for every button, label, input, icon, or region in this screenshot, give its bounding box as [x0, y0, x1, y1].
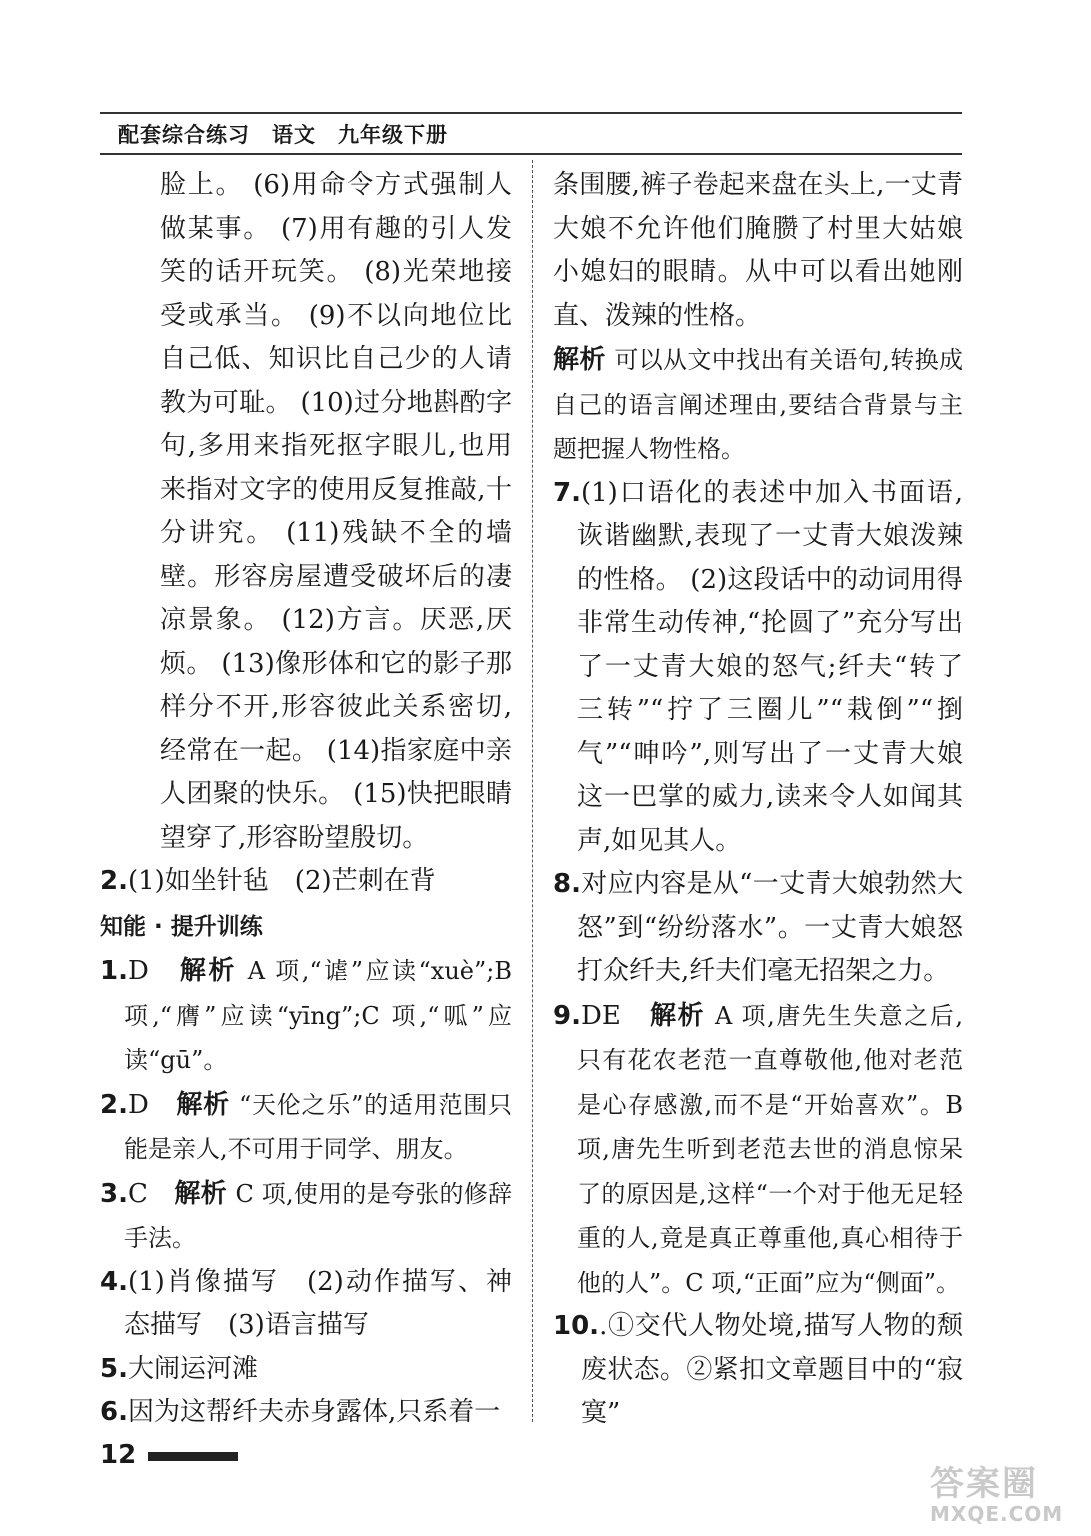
answer-letter: D — [127, 956, 149, 986]
vocab-item-2 — [100, 860, 512, 904]
left-column — [100, 164, 512, 1435]
item-number: 6. — [100, 1397, 128, 1427]
item-number: 4. — [100, 1266, 128, 1297]
answer-text: (1)口语化的表述中加入书面语,诙谐幽默,表现了一丈青大娘泼辣的性格。 (2)这段话中的动词用得非常生动传神,“抡圆了”充分写出了一丈青大娘的怒气;纤夫“转了三转”“拧了三圈儿”“栽倒”“捯气”“呻吟”,则写出了一丈青大娘这一巴掌的威力,读来令人如闻其声,如见其人。 — [577, 477, 963, 856]
item-number: 8. — [553, 869, 581, 899]
answer-letter: DE — [580, 1000, 621, 1031]
section-title: 知能 · 提升训练 — [100, 913, 263, 940]
page-header-title: 配套综合练习 语文 九年级下册 — [118, 123, 448, 147]
answer-text: 大闹运河滩 — [127, 1353, 258, 1384]
analysis-label: 解析 — [553, 345, 606, 375]
answer-item-3 — [100, 1172, 512, 1261]
watermark-line-1: 答案圈 — [930, 1464, 1038, 1504]
item-text: (1)如坐针毡 (2)芒刺在背 — [127, 866, 436, 896]
answer-item-4 — [100, 1261, 512, 1348]
page-number-bar — [148, 1452, 238, 1461]
answer-text: A 项,唐先生失意之后,只有花农老范一直尊敬他,他对老范是心存感激,而不是“开始喜欢”。B 项,唐先生听到老范去世的消息惊呆了的原因是,这样“一个对于他无足轻重的人,竟是真正尊重他,真心相待于他的人”。C 项,“正面”应为“侧面”。 — [577, 1001, 964, 1297]
page-number: 12 — [100, 1440, 137, 1470]
item-number: 1. — [100, 956, 128, 986]
answer-item-5 — [100, 1348, 512, 1392]
item-number: 2. — [100, 866, 128, 896]
answer-text: .①交代人物处境,描写人物的颓废状态。②紧扣文章题目中的“寂寞” — [581, 1311, 963, 1428]
item-number: 3. — [100, 1178, 128, 1209]
answer-text: C 项,使用的是夸张的修辞手法。 — [124, 1179, 512, 1252]
answer-text: (1)肖像描写 (2)动作描写、神态描写 (3)语言描写 — [124, 1266, 512, 1340]
header-rule-bottom — [100, 153, 962, 155]
item-number: 10. — [553, 1311, 600, 1341]
analysis-label: 解析 — [176, 1089, 230, 1120]
answer-item-8 — [553, 863, 963, 994]
right-column — [553, 164, 963, 1436]
answer-letter: D — [127, 1089, 149, 1120]
analysis-label: 解析 — [174, 1178, 227, 1209]
analysis-label: 解析 — [179, 956, 237, 986]
watermark-logo — [930, 1466, 1080, 1530]
watermark-line-2: MXQE.COM — [930, 1502, 1064, 1526]
answer-letter: C — [127, 1178, 148, 1209]
answer-text: A 项,“谑”应读“xuè”;B 项,“膺”应读“yīng”;C 项,“呱”应读“gū”。 — [124, 957, 512, 1074]
right-continuation-text: 条围腰,裤子卷起来盘在头上,一丈青大娘不允许他们腌臜了村里大姑娘小媳妇的眼睛。从中可以看出她刚直、泼辣的性格。 — [553, 170, 963, 331]
answer-item-10 — [553, 1305, 963, 1436]
answer-text: 因为这帮纤夫赤身露体,只系着一 — [127, 1397, 501, 1427]
answer-item-2 — [100, 1083, 512, 1172]
analysis-label: 解析 — [649, 1000, 706, 1031]
analysis-text: 可以从文中找出有关语句,转换成自己的语言阐述理由,要结合背景与主题把握人物性格。 — [553, 346, 963, 463]
answer-text: 对应内容是从“一丈青大娘勃然大怒”到“纷纷落水”。一丈青大娘怒打众纤夫,纤夫们毫无招架之力。 — [577, 869, 963, 986]
answer-text: “天伦之乐”的适用范围只能是亲人,不可用于同学、朋友。 — [124, 1090, 512, 1163]
header-rule-top — [100, 112, 962, 114]
answer-item-6 — [100, 1391, 512, 1435]
item-number: 7. — [553, 477, 581, 508]
answer-item-1 — [100, 949, 512, 1083]
item-number: 2. — [100, 1089, 128, 1120]
analysis-block — [553, 338, 963, 472]
answer-item-9 — [553, 994, 963, 1306]
left-continuation-text: 脸上。 (6)用命令方式强制人做某事。 (7)用有趣的引人发笑的话开玩笑。 (8)光荣地接受或承当。 (9)不以向地位比自己低、知识比自己少的人请教为可耻。 (10)过分地斟酌字句,多用来指死抠字眼儿,也用来指对文字的使用反复推敲,十分讲究。 (11)残缺不全的墙壁。形容房屋遭受破坏后的凄凉景象。 (12)方言。厌恶,厌烦。 (13)像形体和它的影子那样分不开,形容彼此关系密切,经常在一起。 (14)指家庭中亲人团聚的快乐。 (15)快把眼睛望穿了,形容盼望殷切。 — [160, 170, 512, 853]
answer-item-7 — [553, 472, 963, 864]
column-divider — [532, 160, 533, 1422]
item-number: 5. — [100, 1353, 128, 1384]
item-number: 9. — [553, 1000, 581, 1031]
